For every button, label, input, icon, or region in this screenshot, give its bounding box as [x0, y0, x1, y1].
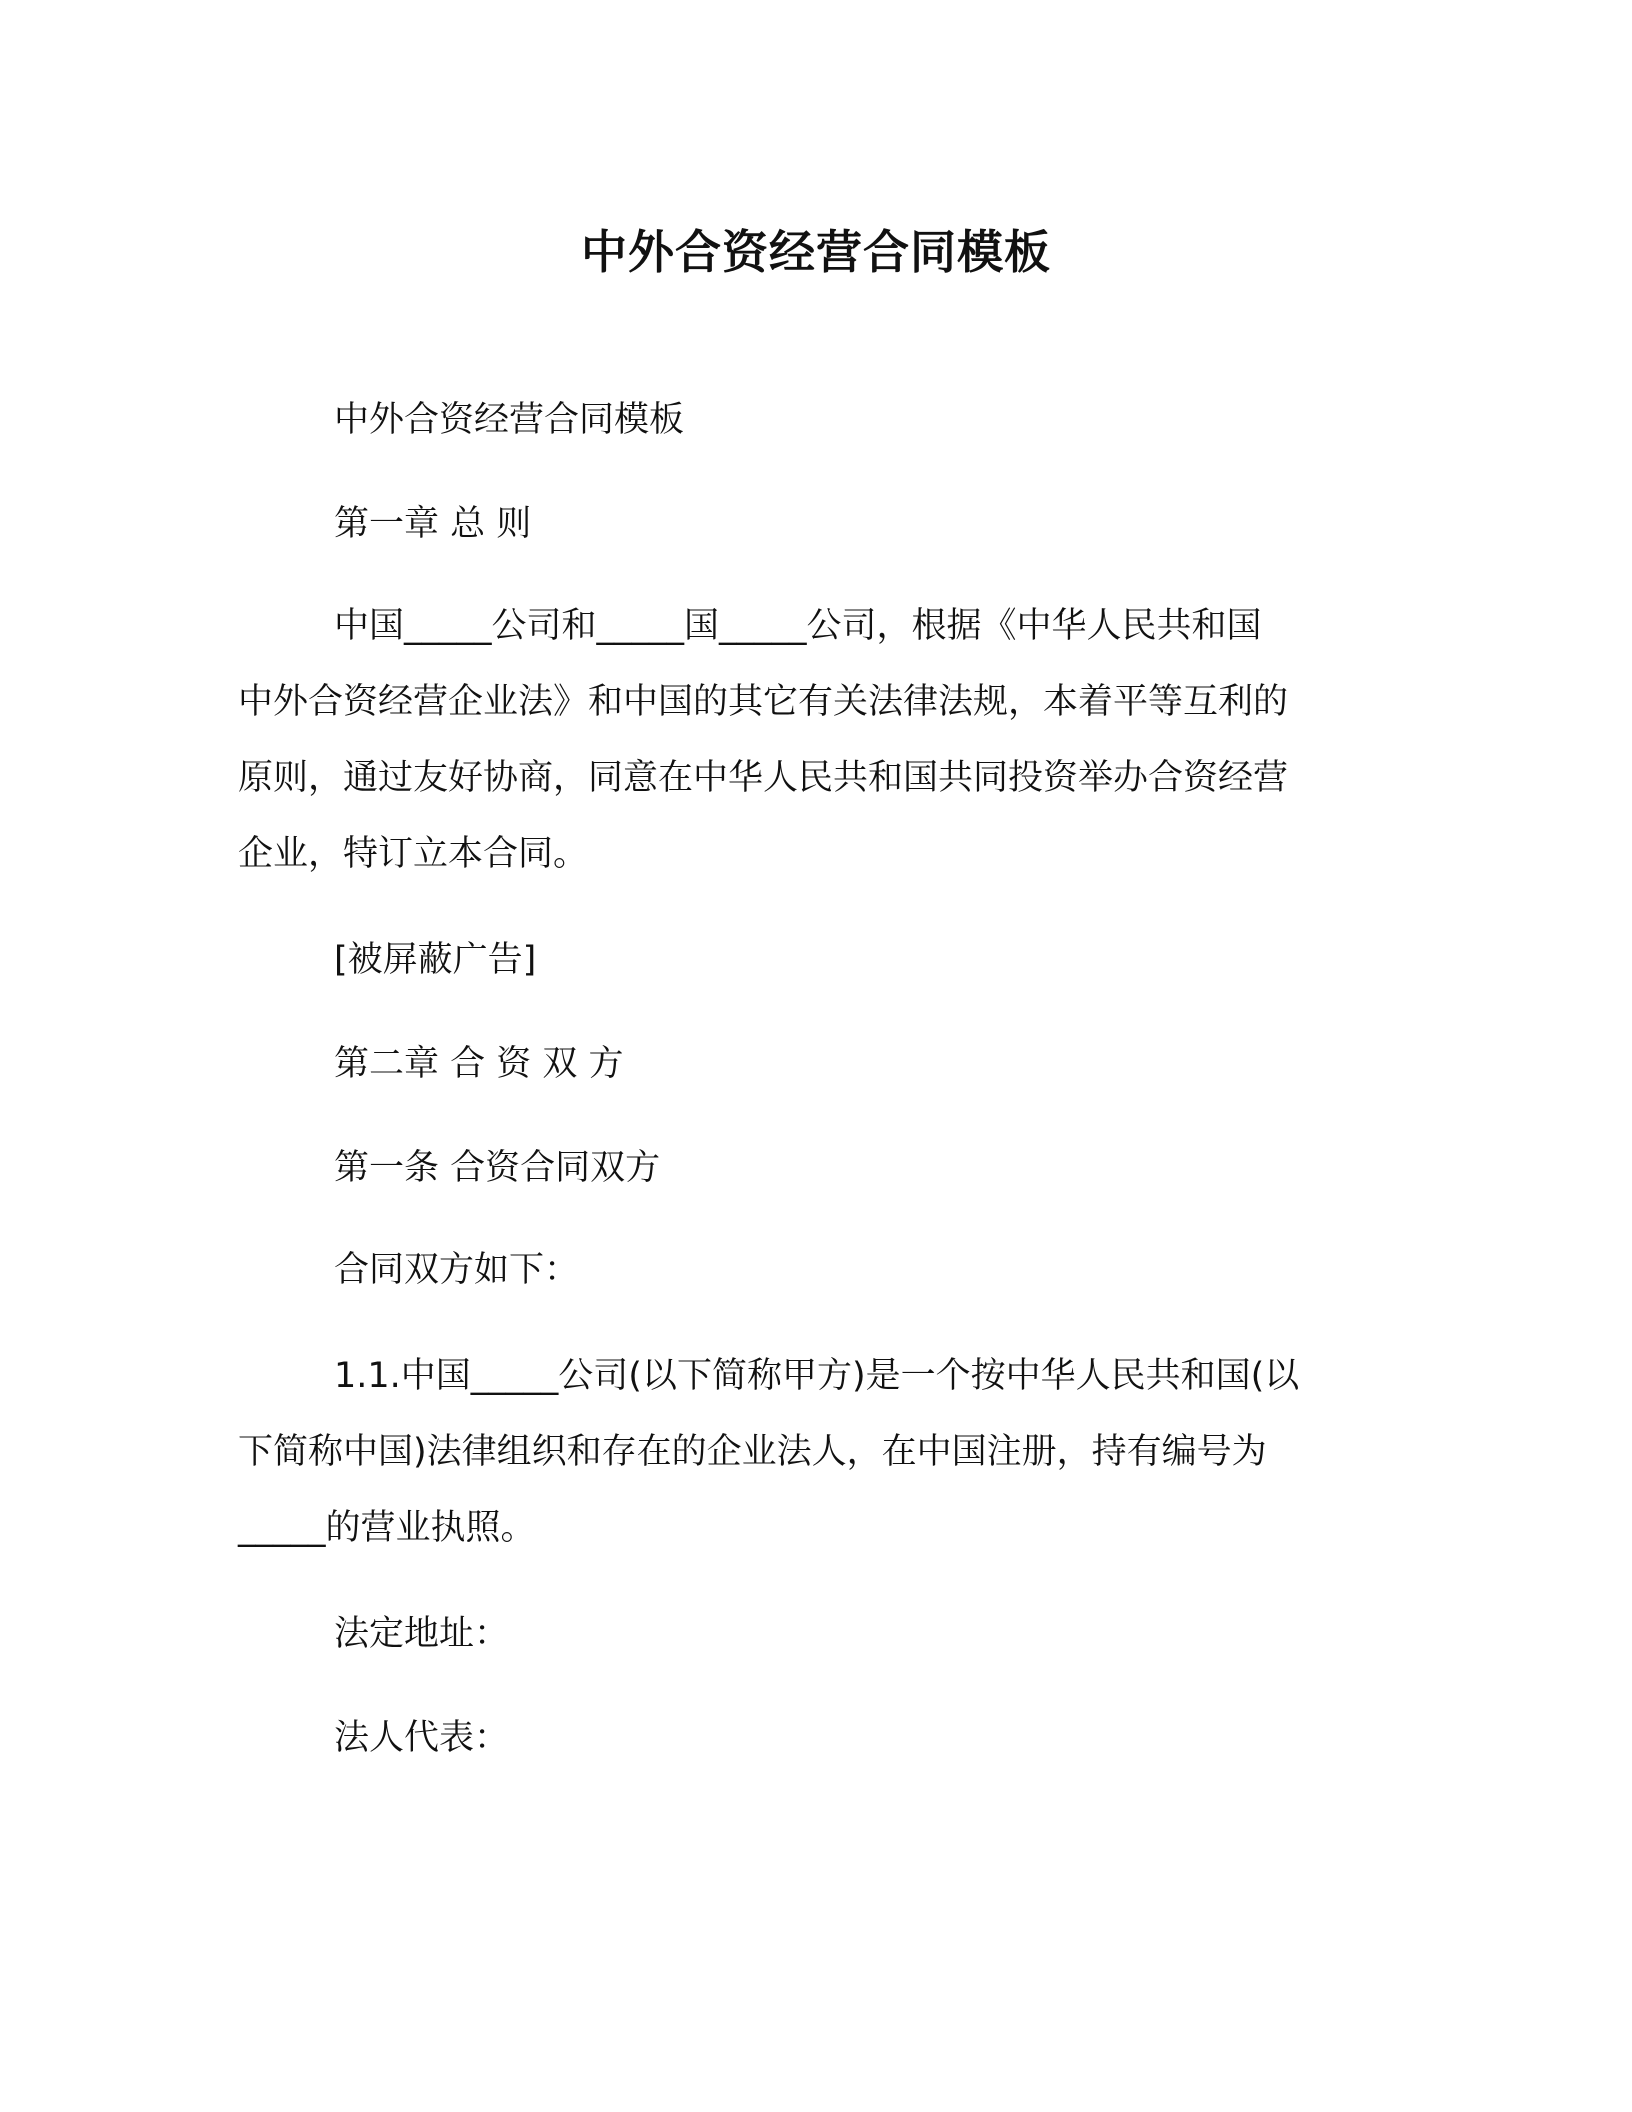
chapter-2-heading: 第二章 合 资 双 方: [334, 1044, 624, 1084]
parties-intro: 合同双方如下：: [334, 1250, 580, 1290]
document-title: 中外合资经营合同模板: [581, 225, 1051, 279]
clause-1-1-line-2: 下简称中国)法律组织和存在的企业法人，在中国注册，持有编号为: [238, 1432, 1267, 1472]
preamble-line-1: 中国_____公司和_____国_____公司，根据《中华人民共和国: [334, 606, 1262, 646]
preamble-line-3: 原则，通过友好协商，同意在中华人民共和国共同投资举办合资经营: [238, 758, 1289, 798]
chapter-1-heading: 第一章 总 则: [334, 504, 532, 544]
clause-1-1-line-3: _____的营业执照。: [238, 1508, 536, 1548]
document-subtitle: 中外合资经营合同模板: [334, 400, 685, 440]
legal-representative-label: 法人代表：: [334, 1718, 510, 1758]
legal-address-label: 法定地址：: [334, 1614, 510, 1654]
ad-notice: [被屏蔽广告]: [334, 940, 537, 980]
clause-1-1-line-1: 1.1.中国_____公司(以下简称甲方)是一个按中华人民共和国(以: [334, 1356, 1300, 1396]
article-1-heading: 第一条 合资合同双方: [334, 1148, 661, 1188]
preamble-line-4: 企业，特订立本合同。: [238, 834, 589, 874]
preamble-line-2: 中外合资经营企业法》和中国的其它有关法律法规，本着平等互利的: [238, 682, 1289, 722]
